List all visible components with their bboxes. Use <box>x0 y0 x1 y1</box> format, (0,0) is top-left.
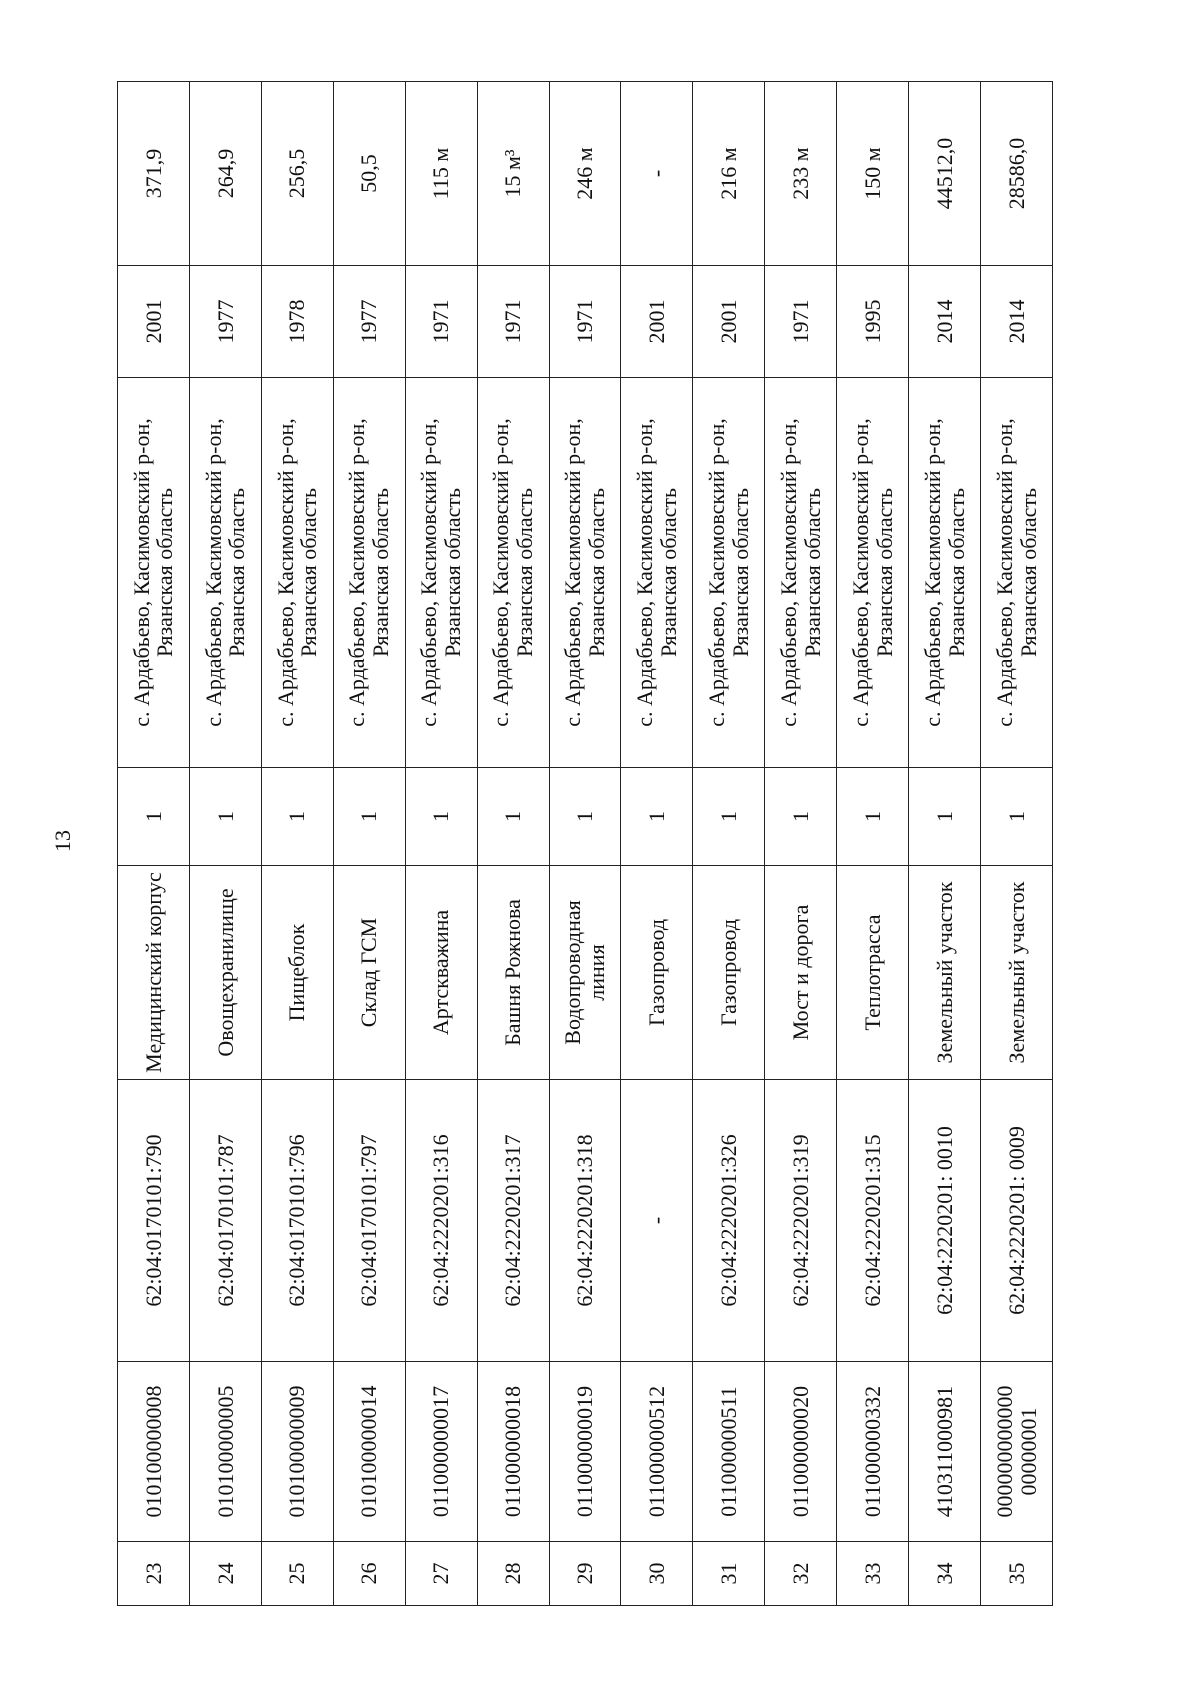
inventory-number-cell: 010100000014 <box>333 1362 405 1542</box>
year-cell: 2014 <box>981 266 1053 378</box>
inventory-number-cell: 011000000018 <box>477 1362 549 1542</box>
year-cell: 1978 <box>261 266 333 378</box>
cadastral-number-cell: 62:04:0170101:787 <box>189 1080 261 1362</box>
quantity-cell: 1 <box>405 768 477 866</box>
value-cell: 115 м <box>405 82 477 266</box>
row-number-cell: 29 <box>549 1542 621 1606</box>
year-cell: 1977 <box>333 266 405 378</box>
object-name-cell: Артскважина <box>405 866 477 1080</box>
object-name-cell: Теплотрасса <box>837 866 909 1080</box>
value-cell: 371,9 <box>118 82 190 266</box>
inventory-number-cell: 011000000019 <box>549 1362 621 1542</box>
address-cell: с. Ардабьево, Касимовский р-он, Рязанская область <box>477 378 549 768</box>
table-row <box>981 82 1053 1606</box>
object-name-cell: Пищеблок <box>261 866 333 1080</box>
address-cell: с. Ардабьево, Касимовский р-он, Рязанская область <box>621 378 693 768</box>
cadastral-number-cell: 62:04:0170101:790 <box>118 1080 190 1362</box>
row-number-cell: 31 <box>693 1542 765 1606</box>
year-cell: 1971 <box>765 266 837 378</box>
row-number-cell: 32 <box>765 1542 837 1606</box>
inventory-number-cell: 011000000017 <box>405 1362 477 1542</box>
address-cell: с. Ардабьево, Касимовский р-он, Рязанская область <box>118 378 190 768</box>
value-cell: 150 м <box>837 82 909 266</box>
year-cell: 2014 <box>909 266 981 378</box>
table-row <box>621 82 693 1606</box>
table-row <box>477 82 549 1606</box>
address-cell: с. Ардабьево, Касимовский р-он, Рязанская область <box>549 378 621 768</box>
object-name-cell: Водопроводная линия <box>549 866 621 1080</box>
table-row <box>118 82 190 1606</box>
value-cell: 233 м <box>765 82 837 266</box>
address-cell: с. Ардабьево, Касимовский р-он, Рязанская область <box>765 378 837 768</box>
quantity-cell: 1 <box>621 768 693 866</box>
object-name-cell: Земельный участок <box>909 866 981 1080</box>
quantity-cell: 1 <box>477 768 549 866</box>
address-cell: с. Ардабьево, Касимовский р-он, Рязанская область <box>333 378 405 768</box>
quantity-cell: 1 <box>189 768 261 866</box>
value-cell: 264,9 <box>189 82 261 266</box>
cadastral-number-cell: 62:04:0170101:796 <box>261 1080 333 1362</box>
object-name-cell: Газопровод <box>621 866 693 1080</box>
inventory-number-cell: 010100000008 <box>118 1362 190 1542</box>
cadastral-number-cell: 62:04:2220201: 0009 <box>981 1080 1053 1362</box>
row-number-cell: 28 <box>477 1542 549 1606</box>
table-row <box>837 82 909 1606</box>
table-body <box>118 82 1053 1606</box>
cadastral-number-cell: 62:04:2220201:318 <box>549 1080 621 1362</box>
row-number-cell: 26 <box>333 1542 405 1606</box>
object-name-cell: Овощехранилище <box>189 866 261 1080</box>
object-name-cell: Мост и дорога <box>765 866 837 1080</box>
table-row <box>549 82 621 1606</box>
year-cell: 2001 <box>621 266 693 378</box>
year-cell: 1995 <box>837 266 909 378</box>
year-cell: 1971 <box>405 266 477 378</box>
quantity-cell: 1 <box>261 768 333 866</box>
quantity-cell: 1 <box>837 768 909 866</box>
quantity-cell: 1 <box>333 768 405 866</box>
inventory-number-cell: 010100000009 <box>261 1362 333 1542</box>
value-cell: 50,5 <box>333 82 405 266</box>
value-cell: 256,5 <box>261 82 333 266</box>
cadastral-number-cell: 62:04:2220201:317 <box>477 1080 549 1362</box>
row-number-cell: 24 <box>189 1542 261 1606</box>
inventory-number-cell: 410311000981 <box>909 1362 981 1542</box>
object-name-cell: Склад ГСМ <box>333 866 405 1080</box>
row-number-cell: 35 <box>981 1542 1053 1606</box>
value-cell: 246 м <box>549 82 621 266</box>
page-number: 13 <box>50 830 75 852</box>
value-cell: 15 м³ <box>477 82 549 266</box>
value-cell: - <box>621 82 693 266</box>
year-cell: 1971 <box>549 266 621 378</box>
object-name-cell: Земельный участок <box>981 866 1053 1080</box>
rotated-page-content <box>117 82 1053 1606</box>
table-row <box>333 82 405 1606</box>
inventory-number-cell: 011000000332 <box>837 1362 909 1542</box>
quantity-cell: 1 <box>981 768 1053 866</box>
row-number-cell: 30 <box>621 1542 693 1606</box>
address-cell: с. Ардабьево, Касимовский р-он, Рязанская область <box>837 378 909 768</box>
address-cell: с. Ардабьево, Касимовский р-он, Рязанская область <box>405 378 477 768</box>
property-table-container <box>117 82 1053 1606</box>
value-cell: 216 м <box>693 82 765 266</box>
year-cell: 1971 <box>477 266 549 378</box>
object-name-cell: Медицинский корпус <box>118 866 190 1080</box>
cadastral-number-cell: 62:04:2220201:326 <box>693 1080 765 1362</box>
row-number-cell: 27 <box>405 1542 477 1606</box>
table-row <box>693 82 765 1606</box>
address-cell: с. Ардабьево, Касимовский р-он, Рязанская область <box>693 378 765 768</box>
row-number-cell: 34 <box>909 1542 981 1606</box>
inventory-number-cell: 011000000020 <box>765 1362 837 1542</box>
table-row <box>405 82 477 1606</box>
cadastral-number-cell: 62:04:0170101:797 <box>333 1080 405 1362</box>
inventory-number-cell: 011000000511 <box>693 1362 765 1542</box>
value-cell: 28586,0 <box>981 82 1053 266</box>
table-row <box>261 82 333 1606</box>
cadastral-number-cell: 62:04:2220201: 0010 <box>909 1080 981 1362</box>
quantity-cell: 1 <box>549 768 621 866</box>
address-cell: с. Ардабьево, Касимовский р-он, Рязанская область <box>981 378 1053 768</box>
cadastral-number-cell: 62:04:2220201:316 <box>405 1080 477 1362</box>
table-row <box>909 82 981 1606</box>
quantity-cell: 1 <box>765 768 837 866</box>
property-table <box>117 81 1053 1606</box>
row-number-cell: 25 <box>261 1542 333 1606</box>
address-cell: с. Ардабьево, Касимовский р-он, Рязанская область <box>189 378 261 768</box>
cadastral-number-cell: - <box>621 1080 693 1362</box>
object-name-cell: Башня Рожнова <box>477 866 549 1080</box>
year-cell: 1977 <box>189 266 261 378</box>
object-name-cell: Газопровод <box>693 866 765 1080</box>
table-row <box>765 82 837 1606</box>
cadastral-number-cell: 62:04:2220201:315 <box>837 1080 909 1362</box>
table-row <box>189 82 261 1606</box>
inventory-number-cell: 010100000005 <box>189 1362 261 1542</box>
row-number-cell: 23 <box>118 1542 190 1606</box>
quantity-cell: 1 <box>909 768 981 866</box>
address-cell: с. Ардабьево, Касимовский р-он, Рязанская область <box>909 378 981 768</box>
address-cell: с. Ардабьево, Касимовский р-он, Рязанская область <box>261 378 333 768</box>
cadastral-number-cell: 62:04:2220201:319 <box>765 1080 837 1362</box>
quantity-cell: 1 <box>693 768 765 866</box>
year-cell: 2001 <box>693 266 765 378</box>
value-cell: 44512,0 <box>909 82 981 266</box>
inventory-number-cell: 011000000512 <box>621 1362 693 1542</box>
quantity-cell: 1 <box>118 768 190 866</box>
year-cell: 2001 <box>118 266 190 378</box>
row-number-cell: 33 <box>837 1542 909 1606</box>
inventory-number-cell: 000000000000 00000001 <box>981 1362 1053 1542</box>
